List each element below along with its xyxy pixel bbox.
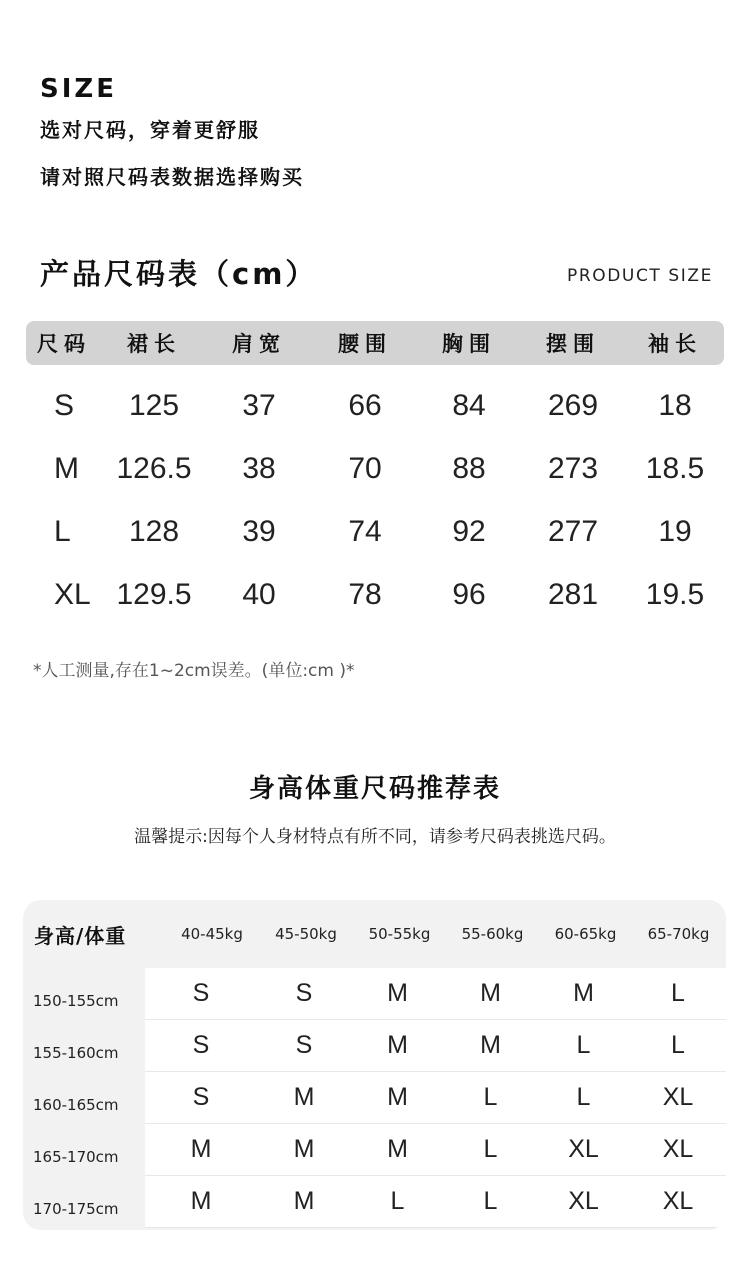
weight-header: 40-45kg [181,925,243,943]
size-cell: L [483,1083,498,1111]
table-row [23,1072,726,1124]
table-cell: 19.5 [645,577,705,611]
size-cell: M [387,1031,408,1059]
size-cell: L [671,1031,685,1059]
size-heading: SIZE [40,74,118,104]
weight-header: 55-60kg [461,925,524,943]
table-cell: 128 [128,514,180,548]
size-cell: S [295,979,313,1007]
weight-header: 45-50kg [275,925,337,943]
size-cells [145,1072,726,1124]
size-cell: M [190,1135,212,1163]
table-row [23,1124,726,1176]
table-cell: 39 [242,514,276,548]
table-cell: 92 [452,514,486,548]
size-cell: L [671,979,685,1007]
recommend-table-body [23,968,726,1228]
size-cell: XL [568,1187,599,1215]
column-header-bust: 胸围 [442,332,496,356]
size-cells [145,1176,726,1228]
size-cell: S [295,1031,313,1059]
table-cell: 277 [547,514,599,548]
size-tagline: 选对尺码，穿着更舒服 [40,118,260,142]
size-header [40,72,304,190]
column-header-hem: 摆围 [546,332,600,356]
size-cell: L [390,1187,405,1215]
recommend-table-title: 身高体重尺码推荐表 [248,774,501,804]
size-cell: L [576,1083,591,1111]
product-table-title: 产品尺码表（cm） [40,257,318,291]
table-cell: XL [54,577,91,611]
size-cell: XL [568,1135,599,1163]
size-cell: M [190,1187,212,1215]
table-row [23,1020,726,1072]
size-cell: M [573,979,594,1007]
product-table-title-en: PRODUCT SIZE [566,266,713,286]
recommend-table [23,900,726,1230]
size-cell: M [293,1135,315,1163]
size-instruction: 请对照尺码表数据选择购买 [40,165,304,189]
height-label: 150-155cm [33,992,119,1010]
table-cell: 281 [547,577,599,611]
table-cell: 66 [348,388,382,422]
weight-header: 60-65kg [554,925,617,943]
size-cell: L [483,1187,498,1215]
product-table-header [26,321,724,365]
table-cell: 40 [242,577,276,611]
size-cell: M [387,979,408,1007]
table-cell: 78 [348,577,382,611]
table-cell: 18.5 [645,451,705,485]
table-cell: 19 [658,514,692,548]
table-cell: 96 [452,577,486,611]
table-cell: 125 [128,388,180,422]
size-cell: M [293,1187,315,1215]
product-table-body [26,374,724,626]
size-cell: M [480,1031,501,1059]
measurement-note: *人工测量,存在1~2cm误差。(单位:cm )* [33,661,355,681]
table-row [23,968,726,1020]
height-label: 170-175cm [33,1200,119,1218]
size-cell: S [192,1031,210,1059]
recommend-table-header [23,900,726,968]
table-cell: 129.5 [116,577,192,611]
table-cell: 18 [658,388,692,422]
table-cell: 74 [348,514,382,548]
table-row [23,1176,726,1228]
size-cell: M [387,1135,408,1163]
size-cell: M [293,1083,315,1111]
size-cell: XL [662,1135,694,1163]
height-label: 165-170cm [33,1148,119,1166]
table-cell: 84 [452,388,486,422]
height-label: 155-160cm [33,1044,119,1062]
column-header-waist: 腰围 [338,332,392,356]
size-cell: M [480,979,501,1007]
table-cell: 37 [242,388,276,422]
column-header-sleeve: 袖长 [648,332,702,356]
size-cell: S [192,979,210,1007]
size-cell: XL [662,1083,694,1111]
size-cells [145,1124,726,1176]
corner-label: 身高/体重 [34,923,127,948]
table-cell: M [54,451,79,485]
size-cell: XL [662,1187,694,1215]
weight-header: 50-55kg [368,925,431,943]
table-cell: 38 [242,451,276,485]
weight-header: 65-70kg [647,925,710,943]
table-cell: 88 [452,451,486,485]
table-cell: 70 [348,451,382,485]
table-cell: 269 [547,388,599,422]
size-cells [145,1020,726,1072]
size-cell: S [192,1083,210,1111]
size-cell: L [483,1135,498,1163]
table-cell: 126.5 [116,451,192,485]
table-cell: 273 [547,451,599,485]
column-header-size: 尺码 [37,332,91,356]
size-cell: L [576,1031,591,1059]
size-cells [145,968,726,1020]
table-cell: L [54,514,71,548]
column-header-skirt-length: 裙长 [127,332,181,356]
column-header-shoulder: 肩宽 [232,332,286,356]
table-cell: S [54,388,75,422]
size-cell: M [387,1083,408,1111]
height-label: 160-165cm [33,1096,119,1114]
recommend-table-tip: 温馨提示:因每个人身材特点有所不同，请参考尺码表挑选尺码。 [134,827,616,847]
